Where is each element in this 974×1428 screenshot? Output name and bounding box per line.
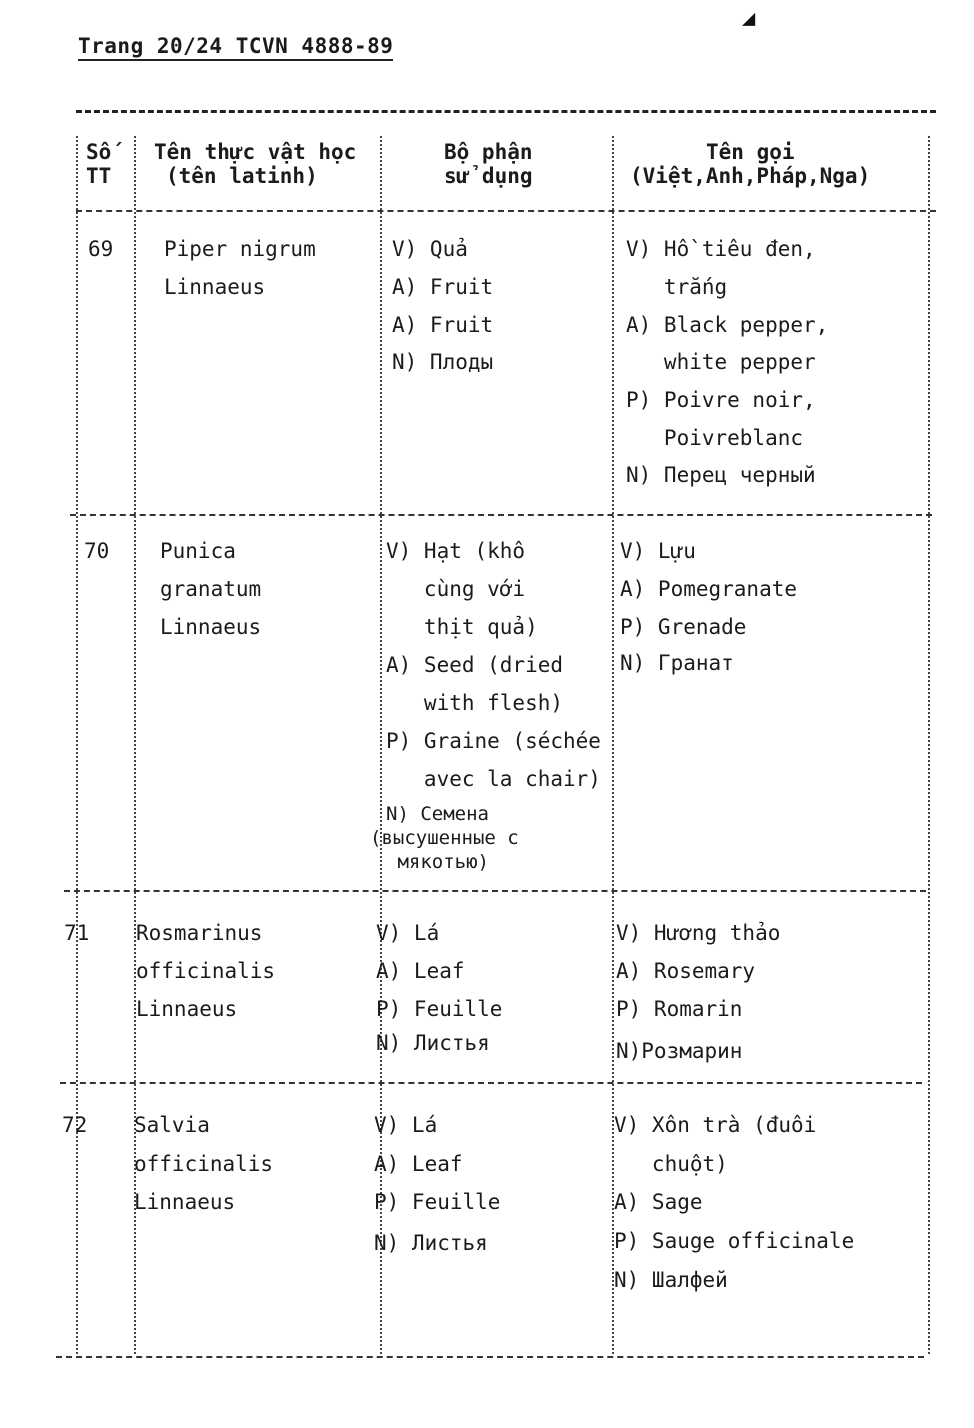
common-name: chuột) — [614, 1152, 728, 1176]
row-divider — [60, 1082, 922, 1084]
common-name: white pepper — [626, 350, 816, 374]
part-used: with flesh) — [386, 691, 564, 715]
common-name: A) Pomegranate — [620, 577, 798, 601]
row-no: 72 — [62, 1113, 88, 1137]
common-name: P) Poivre noir, — [626, 388, 816, 412]
common-name: N)Розмарин — [616, 1039, 743, 1063]
common-name: V) Xôn trà (đuôi — [614, 1113, 817, 1137]
latin-name: Linnaeus — [164, 275, 266, 299]
latin-name: Punica — [160, 539, 236, 563]
part-used: (высушенные с — [370, 827, 519, 849]
latin-name: Linnaeus — [136, 997, 238, 1021]
latin-name: officinalis — [134, 1152, 274, 1176]
column-separator — [76, 136, 78, 1354]
header-bottom-rule — [76, 210, 936, 212]
common-name: A) Rosemary — [616, 959, 756, 983]
latin-name: Linnaeus — [134, 1190, 236, 1214]
header-part-1: Bộ phận — [444, 140, 533, 164]
part-used: A) Leaf — [376, 959, 465, 983]
latin-name: Salvia — [134, 1113, 210, 1137]
common-name: A) Sage — [614, 1190, 703, 1214]
table-top-rule — [76, 110, 936, 113]
common-name: N) Шалфей — [614, 1268, 728, 1292]
latin-name: Rosmarinus — [136, 921, 263, 945]
common-name: P) Grenade — [620, 615, 747, 639]
part-used: thịt quả) — [386, 615, 538, 639]
header-no-1: Số — [86, 140, 112, 164]
row-no: 70 — [84, 539, 110, 563]
row-divider — [64, 890, 926, 892]
header-latin-2: (tên latinh) — [166, 164, 318, 188]
part-used: A) Fruit — [392, 313, 494, 337]
row-no: 69 — [88, 237, 114, 261]
header-latin-1: Tên thực vật học — [154, 140, 357, 164]
common-name: Poivreblanc — [626, 426, 804, 450]
part-used: avec la chair) — [386, 767, 601, 791]
latin-name: Linnaeus — [160, 615, 262, 639]
latin-name: granatum — [160, 577, 262, 601]
common-name: P) Romarin — [616, 997, 743, 1021]
part-used: V) Lá — [374, 1113, 438, 1137]
part-used: V) Lá — [376, 921, 440, 945]
part-used: A) Seed (dried — [386, 653, 564, 677]
part-used: A) Fruit — [392, 275, 494, 299]
part-used: V) Quả — [392, 237, 468, 261]
page-header: Trang 20/24 TCVN 4888-89 — [78, 34, 393, 61]
row-divider — [70, 514, 932, 516]
common-name: V) Hương thảo — [616, 921, 781, 945]
row-no: 71 — [64, 921, 90, 945]
column-separator — [928, 136, 930, 1354]
common-name: V) Hồ tiêu đen, — [626, 237, 816, 261]
common-name: A) Black pepper, — [626, 313, 829, 337]
part-used: A) Leaf — [374, 1152, 463, 1176]
part-used: N) Плоды — [392, 350, 494, 374]
part-used: P) Feuille — [376, 997, 503, 1021]
common-name: N) Гранат — [620, 651, 734, 675]
common-name: trắng — [626, 275, 728, 299]
common-name: P) Sauge officinale — [614, 1229, 855, 1253]
part-used: N) Листья — [374, 1231, 488, 1255]
part-used: N) Листья — [376, 1031, 490, 1055]
part-used: cùng với — [386, 577, 526, 601]
part-used: V) Hạt (khô — [386, 539, 526, 563]
part-used: P) Feuille — [374, 1190, 501, 1214]
header-no-2: TT — [86, 164, 112, 188]
part-used: P) Graine (séchée — [386, 729, 601, 753]
header-part-2: sử dụng — [444, 164, 533, 188]
latin-name: officinalis — [136, 959, 276, 983]
header-names-2: (Việt,Anh,Pháp,Nga) — [630, 164, 871, 188]
table-bottom-rule — [56, 1356, 924, 1358]
corner-mark-icon: ◢ — [742, 6, 756, 31]
part-used: мякотью) — [386, 851, 489, 873]
common-name: V) Lựu — [620, 539, 696, 563]
latin-name: Piper nigrum — [164, 237, 316, 261]
header-names-1: Tên gọi — [706, 140, 795, 164]
common-name: N) Перец черный — [626, 463, 816, 487]
part-used: N) Семена — [386, 803, 489, 825]
